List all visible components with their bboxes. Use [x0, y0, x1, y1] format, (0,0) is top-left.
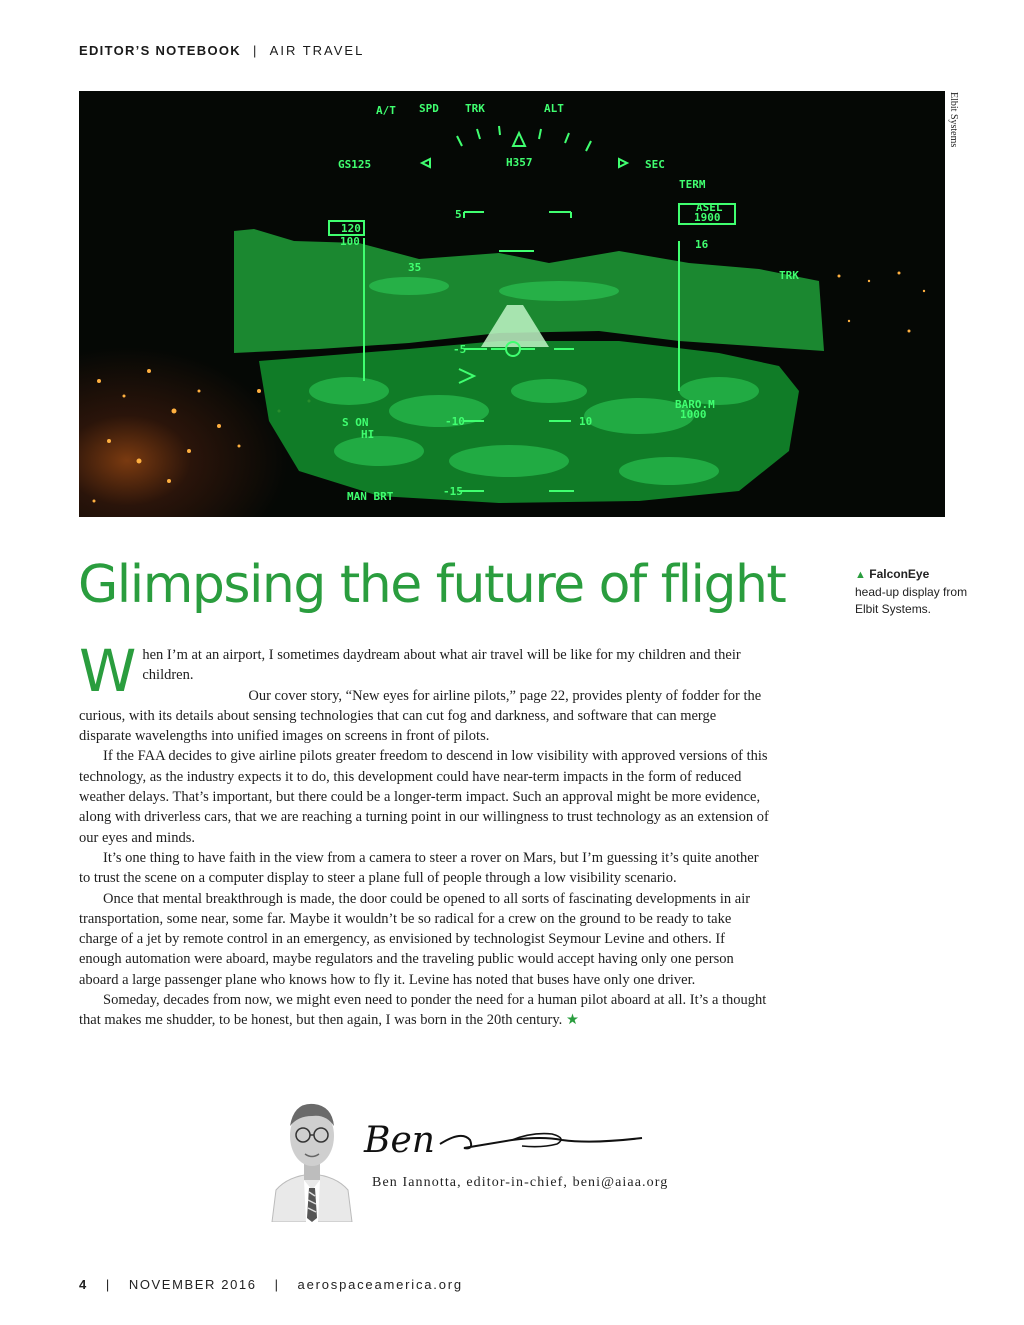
hud-pitch-minus10: -10: [445, 415, 465, 428]
hud-asel-value: 1900: [694, 211, 721, 224]
site-url: aerospaceamerica.org: [297, 1277, 463, 1292]
caption-triangle-icon: ▲: [855, 569, 866, 581]
header-separator: |: [252, 43, 258, 58]
hud-baro-value: 1000: [680, 408, 707, 421]
paragraph: It’s one thing to have faith in the view from a camera to steer a rover on Mars, but I’m guessing it’s quite another to trust the scene on a computer display to steer a plane full of people through a low visibility scenario.: [79, 849, 759, 887]
hud-photo-illustration: [79, 91, 945, 517]
hud-label-man-brt: MAN BRT: [347, 490, 394, 503]
hud-ground-speed: GS125: [338, 158, 372, 171]
photo-credit: Elbit Systems: [948, 92, 959, 148]
hud-label-trk-right: TRK: [779, 269, 799, 282]
paragraph: If the FAA decides to give airline pilots greater freedom to descend in low visibility with approved versions of this technology, as the industry expects it to do, this development could have near-term impacts in the form of reduced weather delays. That’s important, but there could be a longer-term impact. Such an approval might be more evidence, along with driverless cars, that we are reaching a turning point in our willingness to trust technology as an extension of our eyes and minds.: [79, 748, 769, 846]
paragraph: When I’m at an airport, I sometimes daydream about what air travel will be like for my children and their children.: [79, 637, 741, 705]
hud-alt-right: 16: [695, 238, 709, 251]
hud-label-trk: TRK: [465, 102, 485, 115]
page-footer: [79, 1277, 463, 1292]
hud-label-sec: SEC: [645, 158, 665, 171]
author-portrait: [268, 1090, 356, 1222]
author-byline: Ben Iannotta, editor-in-chief, beni@aiaa.org: [372, 1175, 669, 1190]
hud-pitch-plus5: 5: [455, 208, 462, 221]
hud-label-baro: BARO.M: [675, 398, 715, 411]
hud-label-at: A/T: [376, 104, 396, 117]
hud-label-asel: ASEL: [696, 201, 723, 214]
hud-heading: H357: [506, 156, 533, 169]
hud-label-son: S ON: [342, 416, 369, 429]
hud-label-spd: SPD: [419, 102, 439, 115]
hud-label-term: TERM: [679, 178, 706, 191]
hud-pitch-minus15: -15: [443, 485, 463, 498]
hud-speed-box: 120: [341, 222, 361, 235]
paragraph: Once that mental breakthrough is made, the door could be opened to all sorts of fascinating developments in air transportation, some near, some far. Maybe it wouldn’t be so radical for a crew on the ground to be ready to take charge of a jet by remote control in an emergency, as envisioned by technologist Seymour Levine and others. If enough automation were aboard, maybe regulators and the traveling public would accept having only one person aboard a large passenger plane who knows how to fly it. Levine has noted that buses have only one driver.: [79, 890, 751, 988]
photo-caption: [855, 566, 975, 618]
hud-label-hi: HI: [361, 428, 375, 441]
issue-date: NOVEMBER 2016: [128, 1277, 257, 1292]
drop-cap: W: [79, 637, 137, 705]
article-body: [79, 637, 769, 1031]
hud-pitch-minus5: -5: [453, 343, 467, 356]
footer-separator: |: [105, 1277, 111, 1292]
paragraph: Someday, decades from now, we might even need to ponder the need for a human pilot aboard at all. It’s a thought that makes me shudder, to be honest, but then again, I was born in the 20th century. ★: [79, 992, 767, 1029]
caption-product-name: FalconEye: [869, 567, 930, 581]
hud-speed-below: 100: [340, 235, 360, 248]
section-label: EDITOR’S NOTEBOOK: [79, 43, 241, 58]
page-number: 4: [79, 1277, 88, 1292]
end-star-icon: ★: [565, 1012, 579, 1029]
hud-label-alt: ALT: [544, 102, 564, 115]
hud-photo: [79, 91, 945, 517]
author-signature: [362, 1110, 652, 1170]
signature-text: Ben: [364, 1120, 435, 1161]
section-header: [79, 43, 364, 58]
footer-separator: |: [274, 1277, 280, 1292]
caption-text: head-up display from Elbit Systems.: [855, 585, 968, 616]
hud-label-35: 35: [408, 261, 422, 274]
hud-pitch-10: 10: [579, 415, 593, 428]
paragraph: Our cover story, “New eyes for airline pilots,” page 22, provides plenty of fodder for the curious, with its details about sensing technologies that can cut fog and darkness, and software that can merge disparate wavelengths into unified images on screens in front of pilots.: [79, 687, 762, 745]
section-topic: AIR TRAVEL: [269, 43, 365, 58]
article-headline: Glimpsing the future of flight: [78, 555, 786, 615]
